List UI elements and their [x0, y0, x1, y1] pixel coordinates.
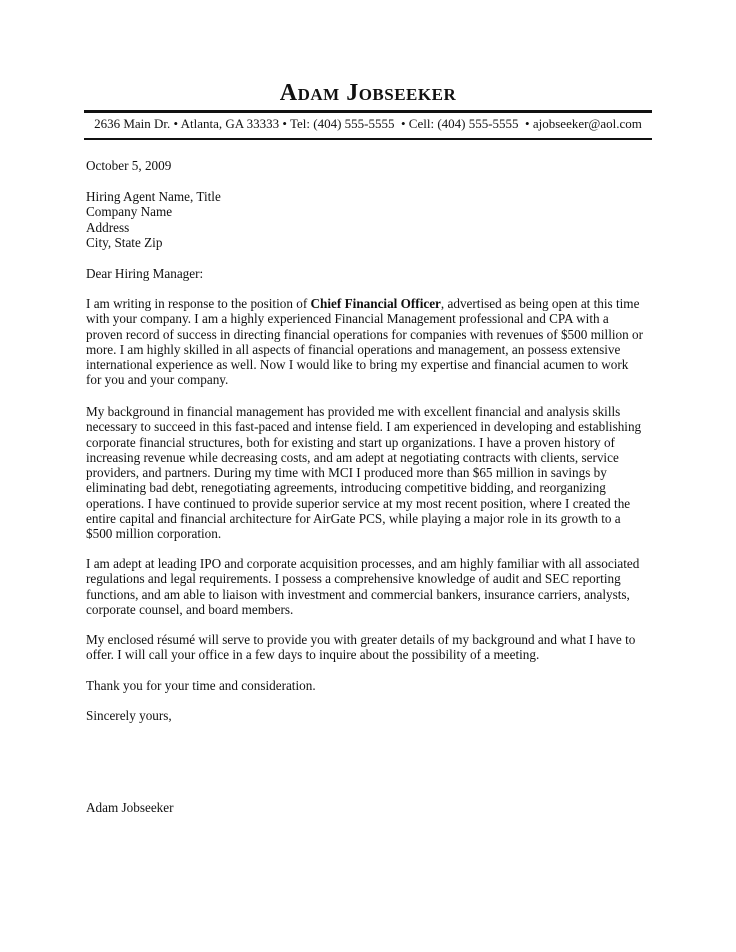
paragraph-text: I am writing in response to the position of [86, 296, 311, 311]
paragraph-4 [86, 632, 656, 663]
paragraph-line: corporate financial structures, both for existing and start up organizations. I have a proven history of [86, 434, 615, 450]
paragraph-1 [86, 296, 656, 388]
header-rule-bottom [84, 138, 652, 140]
paragraph-line: offer. I will call your office in a few days to inquire about the possibility of a meeting. [86, 647, 540, 663]
paragraph-line: functions, and am able to liaison with investment and commercial bankers, insurance carriers, analysts, [86, 586, 630, 602]
letter-date: October 5, 2009 [86, 158, 172, 173]
salutation: Dear Hiring Manager: [86, 266, 204, 281]
recipient-line: Hiring Agent Name, Title [86, 189, 221, 204]
paragraph-line: regulations and legal requirements. I possess a comprehensive knowledge of audit and SEC reporting [86, 571, 621, 587]
paragraph-line: more. I am highly skilled in all aspects of financial operations and management, an possess extensive [86, 341, 621, 357]
applicant-name: Adam Jobseeker [279, 80, 457, 106]
paragraph-line: eliminating bad debt, renegotiating agreements, introducing competitive bidding, and reorganizing [86, 480, 606, 496]
paragraph-line: for you and your company. [86, 372, 229, 388]
closing: Sincerely yours, [86, 708, 172, 723]
paragraph-line: operations. I have continued to provide superior service at my most recent position, where I created the [86, 495, 631, 511]
paragraph-line [86, 296, 656, 311]
paragraph-line: international experience as well. Now I would like to bring my expertise and financial acumen to work [86, 357, 629, 373]
recipient-line: Company Name [86, 204, 173, 220]
paragraph-line: entire capital and financial architecture for AirGate PCS, while playing a major role in its growth to a [86, 511, 621, 527]
paragraph-line: with your company. I am a highly experienced Financial Management professional and CPA with a [86, 311, 609, 327]
contact-line: 2636 Main Dr. • Atlanta, GA 33333 • Tel: (404) 555-5555 • Cell: (404) 555-5555 • ajobseeker@aol.com [94, 116, 642, 131]
thanks-line: Thank you for your time and consideration. [86, 678, 316, 693]
paragraph-2 [86, 404, 656, 542]
paragraph-line: providers, and partners. During my time with MCI I produced more than $65 million in savings by [86, 465, 607, 481]
paragraph-line: increasing revenue while decreasing costs, and am adept at negotiating contracts with clients, service [86, 449, 619, 465]
position-title: Chief Financial Officer [310, 296, 441, 311]
paragraph-line: necessary to succeed in this fast-paced and intense field. I am experienced in developing and establishing [86, 419, 642, 435]
paragraph-3 [86, 556, 656, 617]
paragraph-line: $500 million corporation. [86, 526, 222, 542]
paragraph-line: I am adept at leading IPO and corporate acquisition processes, and am highly familiar with all associated [86, 556, 640, 571]
recipient-line: City, State Zip [86, 234, 163, 250]
paragraph-line: My background in financial management has provided me with excellent financial and analysis skills [86, 404, 621, 419]
signature: Adam Jobseeker [86, 800, 174, 815]
recipient-address [86, 189, 656, 250]
paragraph-line: proven record of success in directing financial operations for companies with revenues of $500 million or [86, 326, 644, 342]
paragraph-text: , advertised as being open at this time [440, 296, 640, 311]
paragraph-line: My enclosed résumé will serve to provide you with greater details of my background and what I have to [86, 632, 636, 647]
recipient-line: Address [86, 219, 130, 235]
header-rule-top [84, 110, 652, 113]
paragraph-line: corporate counsel, and board members. [86, 601, 294, 617]
